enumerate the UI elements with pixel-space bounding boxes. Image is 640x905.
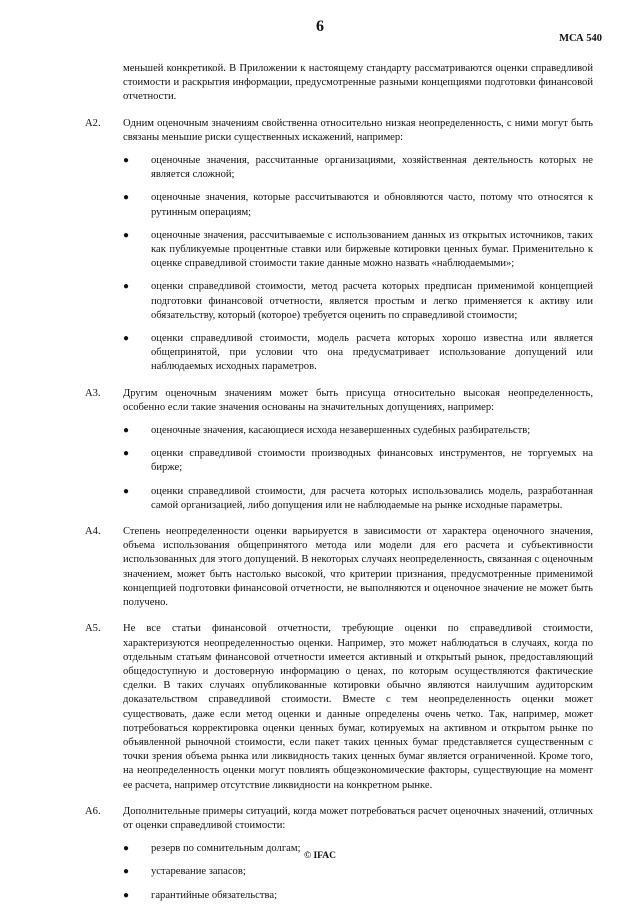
paragraph-text: Дополнительные примеры ситуаций, когда может потребоваться расчет оценочных значений, отличных от оценки справедливой стоимости: <box>123 805 593 831</box>
bullet-list <box>123 833 593 903</box>
bullet-icon: ● <box>123 333 130 345</box>
paragraph-number: А4. <box>85 526 101 538</box>
bullet-text: оценочные значения, которые рассчитываются и обновляются часто, потому что относятся к рутинным операциям; <box>151 192 593 218</box>
bullet-icon: ● <box>123 229 130 241</box>
bullet-icon: ● <box>123 866 130 878</box>
paragraph-number: А5. <box>85 623 101 635</box>
bullet-text: оценки справедливой стоимости, для расчета которых использовались модель, разработанная самой организацией, либо допущения или не наблюдаемые на рынке исходные параметры. <box>151 485 593 511</box>
paragraph-5 <box>85 622 593 792</box>
page-number: 6 <box>316 18 324 35</box>
paragraph-number: А3. <box>85 387 101 399</box>
paragraph-2 <box>85 117 593 375</box>
bullet-icon: ● <box>123 155 130 167</box>
paragraph-number: А2. <box>85 117 101 129</box>
bullet-item <box>123 424 593 438</box>
bullet-item <box>123 191 593 219</box>
bullet-item <box>123 447 593 475</box>
paragraph-text: Степень неопределенности оценки варьируется в зависимости от характера оценочного значения, объема использования общепринятого метода или модели для его расчета и субъективности использованных для этого допущений. В некоторых случаях неопределенность, связанная с оценочным значением, может быть настолько высокой, что критерии признания, предусмотренные применимой концепцией подготовки финансовой отчетности, не выполняются и оценочное значение не может быть получено. <box>123 526 593 609</box>
bullet-text: гарантийные обязательства; <box>151 889 278 901</box>
bullet-icon: ● <box>123 448 130 460</box>
bullet-icon: ● <box>123 281 130 293</box>
paragraph-text: Не все статьи финансовой отчетности, требующие оценки по справедливой стоимости, характеризуются неопределенностью оценки. Например, это может наблюдаться в случаях, когда по отдельным статьям финансовой отчетности имеется активный и открытый рынок, предоставляющий общедоступную и достоверную информацию о ценах, по которым осуществляются фактические сделки. В таких случаях опубликованные котировки обычно являются наилучшим аудиторским доказательством справедливой стоимости. Вместе с тем неопределенность оценки может существовать, даже если метод оценки и данные определены очень четко. Так, например, может потребоваться корректировка оценки ценных бумаг, котируемых на активном и открытом рынке по объявленной рыночной стоимости, если пакет таких ценных бумаг представляется существенным с точки зрения объема рынка или ликвидность таких ценных бумаг является ограниченной. Кроме того, на неопределенность оценки могут повлиять общеэкономические факторы, существующие на момент ее расчета, например отсутствие ликвидности на конкретном рынке. <box>123 623 593 791</box>
bullet-item <box>123 154 593 182</box>
paragraph-list <box>85 117 593 903</box>
bullet-item <box>123 229 593 272</box>
paragraph-text: Другим оценочным значениям может быть присуща относительно высокая неопределенность, особенно если такие значения основаны на значительных допущениях, например: <box>123 387 593 413</box>
bullet-text: устаревание запасов; <box>151 866 246 878</box>
intro-paragraph: меньшей конкретикой. В Приложении к настоящему стандарту рассматриваются оценки справедливой стоимости и раскрытия информации, предусмотренные разными концепциями подготовки финансовой отчетности. <box>123 63 593 103</box>
paragraph-4 <box>85 525 593 610</box>
bullet-text: оценки справедливой стоимости, модель расчета которых хорошо известна или является общепринятой, при условии что она предусматривает использование допущений или наблюдаемых исходных параметров. <box>151 333 593 373</box>
bullet-item <box>123 865 593 879</box>
bullet-item <box>123 485 593 513</box>
document-body <box>85 62 593 903</box>
bullet-text: резерв по сомнительным долгам; <box>151 843 301 855</box>
bullet-text: оценочные значения, касающиеся исхода незавершенных судебных разбирательств; <box>151 425 531 437</box>
bullet-text: оценочные значения, рассчитываемые с использованием данных из открытых источников, таких как публикуемые процентные ставки или биржевые котировки ценных бумаг. Применительно к оценке справедливой стоимости такие данные можно назвать «наблюдаемыми»; <box>151 229 593 270</box>
paragraph-text: Одним оценочным значениям свойственна относительно низкая неопределенность, с ними могут быть связаны меньшие риски существенных искажений, например: <box>123 117 593 143</box>
bullet-text: оценки справедливой стоимости, метод расчета которых предписан применимой концепцией подготовки финансовой отчетности, является простым и легко применяется к активу или обязательству, который (которое) требуется оценить по справедливой стоимости; <box>151 281 593 321</box>
bullet-icon: ● <box>123 425 130 437</box>
bullet-list <box>123 415 593 513</box>
paragraph-number: А6. <box>85 805 101 817</box>
bullet-list <box>123 145 593 375</box>
standard-code: МСА 540 <box>559 33 602 44</box>
paragraph-3 <box>85 387 593 513</box>
bullet-text: оценки справедливой стоимости производных финансовых инструментов, не торгуемых на бирже; <box>151 448 593 474</box>
copyright-footer: © IFAC <box>304 851 336 861</box>
bullet-text: оценочные значения, рассчитанные организациями, хозяйственная деятельность которых не является сложной; <box>151 155 593 181</box>
bullet-icon: ● <box>123 843 130 855</box>
bullet-icon: ● <box>123 889 130 901</box>
bullet-item <box>123 889 593 903</box>
bullet-item <box>123 280 593 323</box>
bullet-icon: ● <box>123 485 130 497</box>
bullet-icon: ● <box>123 192 130 204</box>
bullet-item <box>123 332 593 375</box>
